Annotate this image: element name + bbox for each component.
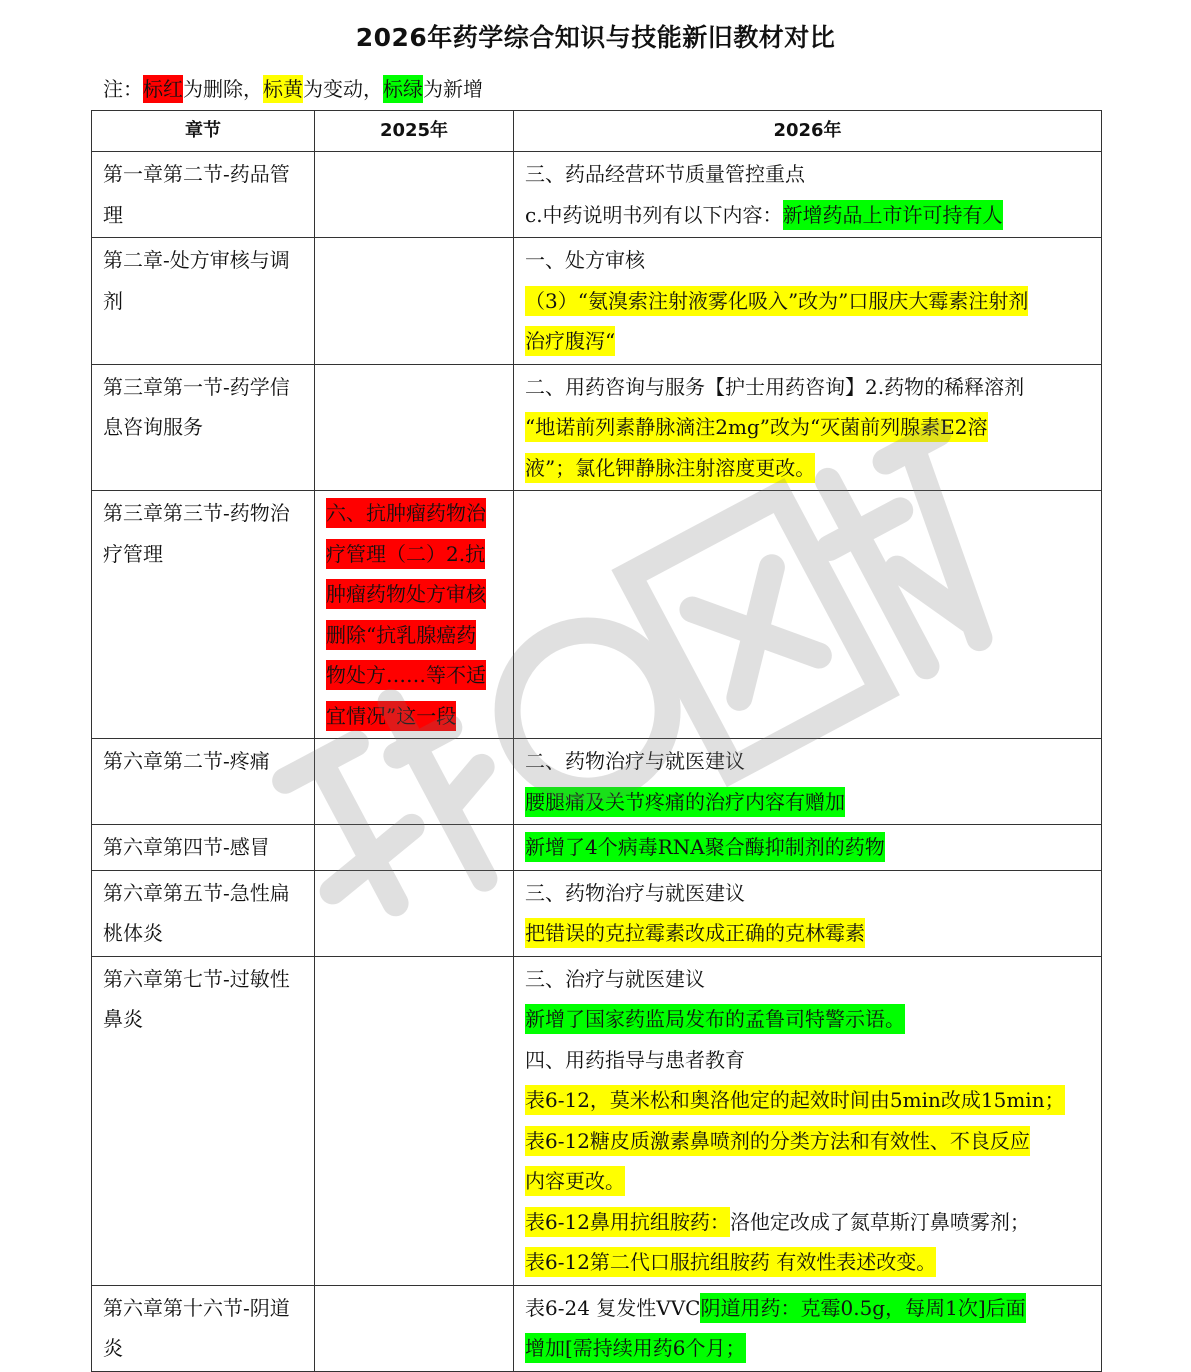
legend-green-text: 为新增 — [423, 77, 483, 101]
cell-line — [525, 1328, 1091, 1369]
cell-text: 一、处方审核 — [525, 248, 645, 272]
cell-line — [525, 913, 1091, 954]
cell-line — [525, 959, 1091, 1000]
highlight-green-text: 增加[需持续用药6个月； — [525, 1333, 746, 1363]
chapter-cell: 第六章第二节-疼痛 — [92, 739, 315, 825]
highlight-yellow-text: 表6-12第二代口服抗组胺药 有效性表述改变。 — [525, 1247, 936, 1277]
cell-line — [525, 281, 1091, 322]
new-2026-cell — [514, 491, 1102, 739]
table-row — [92, 825, 1102, 871]
highlight-yellow-text: 把错误的克拉霉素改成正确的克林霉素 — [525, 918, 865, 948]
cell-line — [525, 1080, 1091, 1121]
cell-line — [525, 1202, 1091, 1243]
highlight-yellow-text: 表6-12糖皮质激素鼻喷剂的分类方法和有效性、不良反应 — [525, 1126, 1030, 1156]
highlight-yellow-text: 内容更改。 — [525, 1166, 625, 1196]
highlight-green-text: 腰腿痛及关节疼痛的治疗内容有赠加 — [525, 787, 845, 817]
header-chapter: 章节 — [92, 111, 315, 152]
old-2025-cell — [315, 870, 514, 956]
new-2026-cell — [514, 825, 1102, 871]
cell-line — [525, 782, 1091, 823]
cell-text: 二、药物治疗与就医建议 — [525, 749, 745, 773]
chapter-cell: 第三章第一节-药学信息咨询服务 — [92, 364, 315, 491]
old-2025-cell — [315, 238, 514, 365]
new-2026-cell — [514, 1285, 1102, 1371]
chapter-cell: 第六章第五节-急性扁桃体炎 — [92, 870, 315, 956]
header-2026: 2026年 — [514, 111, 1102, 152]
table-row — [92, 364, 1102, 491]
note-prefix: 注： — [103, 77, 143, 101]
highlight-yellow-text: 液”；氯化钾静脉注射溶度更改。 — [525, 453, 815, 483]
old-2025-cell — [315, 739, 514, 825]
highlight-red-text: 宜情况”这一段 — [326, 701, 456, 731]
table-row — [92, 152, 1102, 238]
cell-line — [525, 741, 1091, 782]
legend-note — [103, 72, 483, 106]
cell-text: 三、药品经营环节质量管控重点 — [525, 162, 805, 186]
cell-text: 三、治疗与就医建议 — [525, 966, 705, 991]
legend-red-text: 为删除， — [183, 77, 263, 101]
table-row — [92, 1285, 1102, 1371]
cell-line — [525, 1161, 1091, 1202]
new-2026-cell — [514, 739, 1102, 825]
highlight-yellow-text: 表6-12鼻用抗组胺药： — [525, 1207, 730, 1237]
table-row — [92, 870, 1102, 956]
cell-line — [326, 493, 503, 534]
new-2026-cell — [514, 238, 1102, 365]
cell-line — [525, 1242, 1091, 1283]
cell-text: 三、药物治疗与就医建议 — [525, 880, 745, 905]
highlight-yellow-text: “地诺前列素静脉滴注2mg”改为“灭菌前列腺素E2溶 — [525, 412, 988, 442]
legend-green-label: 标绿 — [383, 77, 423, 101]
highlight-red-text: 删除“抗乳腺癌药 — [326, 620, 476, 650]
chapter-cell: 第三章第三节-药物治疗管理 — [92, 491, 315, 739]
table-row — [92, 238, 1102, 365]
new-2026-cell — [514, 364, 1102, 491]
cell-line — [525, 240, 1091, 281]
chapter-cell: 第六章第十六节-阴道炎 — [92, 1285, 315, 1371]
cell-line — [326, 655, 503, 696]
table-header-row — [92, 111, 1102, 152]
cell-line — [326, 534, 503, 575]
highlight-green-text: 新增药品上市许可持有人 — [783, 200, 1003, 230]
cell-line — [525, 407, 1091, 448]
old-2025-cell — [315, 1285, 514, 1371]
old-2025-cell — [315, 152, 514, 238]
highlight-yellow-text: 表6-12，莫米松和奥洛他定的起效时间由5min改成15min； — [525, 1085, 1065, 1115]
old-2025-cell — [315, 491, 514, 739]
table-body — [92, 152, 1102, 1372]
cell-text: c.中药说明书列有以下内容： — [525, 202, 783, 227]
comparison-table — [91, 110, 1102, 1372]
cell-line — [525, 448, 1091, 489]
chapter-cell: 第六章第四节-感冒 — [92, 825, 315, 871]
legend-yellow-text: 为变动， — [303, 77, 383, 101]
cell-line — [525, 195, 1091, 236]
cell-line — [525, 827, 1091, 868]
new-2026-cell — [514, 870, 1102, 956]
highlight-red-text: 疗管理（二）2.抗 — [326, 539, 485, 569]
cell-text: 二、用药咨询与服务【护士用药咨询】2.药物的稀释溶剂 — [525, 374, 1025, 399]
highlight-red-text: 六、抗肿瘤药物治 — [326, 498, 486, 528]
highlight-yellow-text: （3）“氨溴索注射液雾化吸入”改为”口服庆大霉素注射剂 — [525, 286, 1028, 316]
chapter-cell: 第一章第二节-药品管理 — [92, 152, 315, 238]
highlight-yellow-text: 治疗腹泻“ — [525, 326, 615, 356]
highlight-red-text: 肿瘤药物处方审核 — [326, 579, 486, 609]
document-title: 2026年药学综合知识与技能新旧教材对比 — [355, 23, 836, 52]
cell-line — [525, 999, 1091, 1040]
cell-line — [525, 154, 1091, 195]
table-row — [92, 956, 1102, 1285]
cell-line — [525, 367, 1091, 408]
cell-line — [525, 1121, 1091, 1162]
cell-text: 表6-24 复发性VVC — [525, 1295, 701, 1320]
table-row — [92, 491, 1102, 739]
new-2026-cell — [514, 152, 1102, 238]
highlight-green-text: 新增了国家药监局发布的孟鲁司特警示语。 — [525, 1004, 905, 1034]
old-2025-cell — [315, 825, 514, 871]
old-2025-cell — [315, 364, 514, 491]
cell-text: 洛他定改成了氮草斯汀鼻喷雾剂； — [729, 1209, 1030, 1234]
new-2026-cell — [514, 956, 1102, 1285]
legend-yellow-label: 标黄 — [263, 77, 303, 101]
cell-line — [326, 615, 503, 656]
legend-red-label: 标红 — [143, 77, 183, 101]
highlight-green-text: 阴道用药：克霉0.5g，每周1次]后面 — [700, 1293, 1025, 1323]
old-2025-cell — [315, 956, 514, 1285]
cell-line — [525, 873, 1091, 914]
highlight-red-text: 物处方……等不适 — [326, 660, 486, 690]
cell-line — [525, 321, 1091, 362]
highlight-green-text: 新增了4个病毒RNA聚合酶抑制剂的药物 — [525, 832, 885, 862]
chapter-cell: 第二章-处方审核与调剂 — [92, 238, 315, 365]
cell-line — [525, 1040, 1091, 1081]
cell-line — [525, 1288, 1091, 1329]
table-row — [92, 739, 1102, 825]
cell-line — [326, 696, 503, 737]
cell-line — [326, 574, 503, 615]
header-2025: 2025年 — [315, 111, 514, 152]
chapter-cell: 第六章第七节-过敏性鼻炎 — [92, 956, 315, 1285]
cell-text: 四、用药指导与患者教育 — [525, 1047, 745, 1072]
